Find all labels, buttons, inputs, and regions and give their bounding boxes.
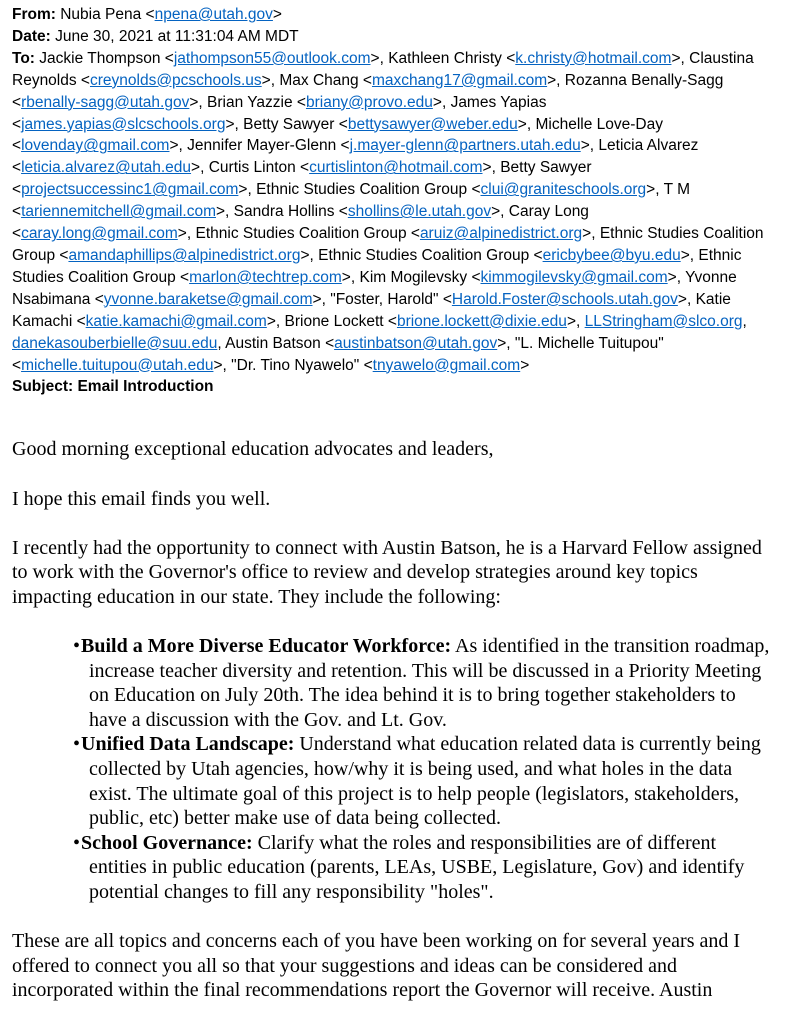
topic-description: As identified in the transition roadmap, increase teacher diversity and retention. This will be discussed in a Priority Meeting on Education on July 20th. The idea behind it is to bring together stakeholders to have a discussion with the Gov. and Lt. Gov. [89, 635, 770, 731]
recipient: Jackie Thompson <jathompson55@outlook.com>, [39, 49, 384, 67]
bullet-icon: • [73, 733, 81, 756]
recipient: T M <tariennemitchell@gmail.com>, [12, 181, 690, 221]
recipient-name: Katie Kamachi [12, 290, 731, 330]
topic-title: Build a More Diverse Educator Workforce: [81, 635, 452, 658]
recipient-name: James Yapias [450, 93, 547, 111]
recipient: Claustina Reynolds <creynolds@pcschools.us>, [12, 49, 754, 89]
paragraph-2: I recently had the opportunity to connect with Austin Batson, he is a Harvard Fellow assigned to work with the Governor's office to review and develop strategies around key topics impacting education in our state. They include the following: [12, 536, 762, 608]
recipient: Brian Yazzie <briany@provo.edu>, [207, 93, 447, 111]
recipient-email-link[interactable]: projectsuccessinc1@gmail.com [21, 181, 239, 199]
topic-description: Understand what education related data is currently being collected by Utah agencies, how/why it is being used, and what holes in the data exist. The ultimate goal of this project is to help people (legislators, stakeholders, public, etc) better make use of data being collected. [89, 733, 761, 830]
recipient-email-link[interactable]: briany@provo.edu [305, 93, 433, 111]
paragraph-1: I hope this email finds you well. [12, 487, 271, 510]
recipient-name: Claustina Reynolds [12, 49, 754, 89]
email-document [12, 4, 772, 1028]
topic-description: Clarify what the roles and responsibilities are of different entities in public education (parents, LEAs, USBE, Legislature, Gov) and identify potential changes to fill any responsibility "holes". [89, 831, 745, 903]
recipient-name: Ethnic Studies Coalition Group [12, 225, 764, 264]
recipient-email-link[interactable]: LLStringham@slco.org [584, 312, 743, 330]
recipient-email-link[interactable]: kimmogilevsky@gmail.com [480, 268, 668, 286]
recipient-name: "Foster, Harold" [330, 290, 439, 308]
recipient-name: Rozanna Benally-Sagg [564, 71, 724, 89]
recipient-name: T M [663, 181, 690, 199]
recipient-name: Leticia Alvarez [598, 137, 699, 155]
recipient-name: Brian Yazzie [207, 93, 293, 111]
recipient-email-link[interactable]: clui@graniteschools.org [480, 181, 647, 199]
recipient: Katie Kamachi <katie.kamachi@gmail.com>, [12, 290, 731, 330]
recipient: Yvonne Nsabimana <yvonne.baraketse@gmail.com>, [12, 268, 737, 308]
recipient: Ethnic Studies Coalition Group <aruiz@alpinedistrict.org>, [195, 225, 596, 243]
recipient: "Dr. Tino Nyawelo" <tnyawelo@gmail.com> [231, 356, 530, 374]
recipient-email-link[interactable]: curtislinton@hotmail.com [309, 159, 483, 177]
recipient-email-link[interactable]: leticia.alvarez@utah.edu [21, 159, 192, 177]
recipient: "L. Michelle Tuitupou" <michelle.tuitupou@utah.edu>, [12, 334, 664, 374]
recipient-email-link[interactable]: brione.lockett@dixie.edu [396, 312, 567, 330]
recipient-email-link[interactable]: tariennemitchell@gmail.com [21, 203, 216, 221]
recipient: "Foster, Harold" <Harold.Foster@schools.utah.gov>, [330, 290, 692, 308]
recipient-name: Michelle Love-Day [535, 115, 663, 133]
recipient: Betty Sawyer <bettysawyer@weber.edu>, [243, 115, 532, 133]
recipient-name: Yvonne Nsabimana [12, 268, 737, 308]
recipient-email-link[interactable]: tnyawelo@gmail.com [372, 356, 521, 374]
recipient-name: Jackie Thompson [39, 49, 161, 67]
recipient-name: "L. Michelle Tuitupou" [514, 334, 664, 352]
to-label: To: [12, 49, 35, 67]
recipient: LLStringham@slco.org, [584, 312, 747, 330]
email-body [12, 437, 772, 1003]
topic-title: Unified Data Landscape: [81, 733, 295, 756]
recipient-email-link[interactable]: Harold.Foster@schools.utah.gov [451, 290, 678, 308]
recipient: Michelle Love-Day <lovenday@gmail.com>, [12, 115, 663, 155]
recipient-email-link[interactable]: katie.kamachi@gmail.com [85, 312, 267, 330]
recipient-name: Betty Sawyer [243, 115, 335, 133]
recipient-email-link[interactable]: maxchang17@gmail.com [371, 71, 548, 89]
subject-label: Subject: [12, 378, 74, 396]
recipient-email-link[interactable]: shollins@le.utah.gov [347, 203, 492, 221]
from-email-link[interactable]: npena@utah.gov [154, 6, 273, 23]
recipient: Caray Long <caray.long@gmail.com>, [12, 203, 589, 243]
recipient: Curtis Linton <curtislinton@hotmail.com>, [208, 159, 496, 177]
recipient: Ethnic Studies Coalition Group <amandaphillips@alpinedistrict.org>, [12, 225, 764, 264]
recipient: Austin Batson <austinbatson@utah.gov>, [225, 334, 511, 352]
recipient-name: Brione Lockett [284, 312, 384, 330]
recipient-name: Ethnic Studies Coalition Group [318, 246, 530, 264]
recipient-email-link[interactable]: jathompson55@outlook.com [173, 49, 371, 67]
recipient: Ethnic Studies Coalition Group <marlon@techtrep.com>, [12, 246, 742, 286]
recipient-email-link[interactable]: danekasouberbielle@suu.edu [12, 334, 218, 352]
recipient-email-link[interactable]: michelle.tuitupou@utah.edu [21, 356, 214, 374]
recipient-email-link[interactable]: bettysawyer@weber.edu [347, 115, 518, 133]
recipient-email-link[interactable]: j.mayer-glenn@partners.utah.edu [349, 137, 581, 155]
recipient-email-link[interactable]: caray.long@gmail.com [21, 225, 178, 243]
recipient: Rozanna Benally-Sagg <rbenally-sagg@utah.gov>, [12, 71, 724, 111]
recipient-name: Betty Sawyer [500, 159, 592, 177]
recipient-email-link[interactable]: james.yapias@slcschools.org [21, 115, 226, 133]
recipient-name: "Dr. Tino Nyawelo" [231, 356, 360, 374]
topic-item [12, 634, 772, 732]
date-label: Date: [12, 27, 51, 45]
recipient-email-link[interactable]: rbenally-sagg@utah.gov [21, 93, 190, 111]
recipient-name: Sandra Hollins [233, 203, 335, 221]
recipient-name: Kathleen Christy [388, 49, 502, 67]
recipient: Ethnic Studies Coalition Group <ericbybee@byu.edu>, [318, 246, 695, 264]
recipient: Sandra Hollins <shollins@le.utah.gov>, [233, 203, 505, 221]
subject-value: Email Introduction [77, 378, 214, 396]
recipient-email-link[interactable]: lovenday@gmail.com [21, 137, 170, 155]
recipient-email-link[interactable]: k.christy@hotmail.com [515, 49, 672, 67]
recipient-email-link[interactable]: ericbybee@byu.edu [542, 246, 681, 264]
recipient-email-link[interactable]: amandaphillips@alpinedistrict.org [68, 246, 301, 264]
recipient-name: Ethnic Studies Coalition Group [256, 181, 468, 199]
paragraph-3: These are all topics and concerns each of you have been working on for several years and I offered to connect you all so that your suggestions and ideas can be considered and incorporated within the final recommendations report the Governor will receive. Austin [12, 930, 741, 1002]
from-end: > [272, 6, 282, 23]
from-line [12, 4, 772, 26]
recipient: Jennifer Mayer-Glenn <j.mayer-glenn@partners.utah.edu>, [187, 137, 595, 155]
topic-title: School Governance: [81, 831, 253, 854]
recipient-email-link[interactable]: yvonne.baraketse@gmail.com [103, 290, 313, 308]
topic-item [12, 831, 772, 905]
recipient: Betty Sawyer <projectsuccessinc1@gmail.com>, [12, 159, 592, 199]
recipient-name: Curtis Linton [208, 159, 296, 177]
recipient-email-link[interactable]: marlon@techtrep.com [189, 268, 342, 286]
recipient-name: Ethnic Studies Coalition Group [12, 246, 742, 286]
subject-line [12, 376, 772, 398]
from-label: From: [12, 6, 56, 23]
recipient: Brione Lockett <brione.lockett@dixie.edu>, [284, 312, 581, 330]
recipient-email-link[interactable]: austinbatson@utah.gov [334, 334, 498, 352]
recipient-name: Caray Long [508, 203, 589, 221]
recipient: Ethnic Studies Coalition Group <clui@graniteschools.org>, [256, 181, 660, 199]
from-name: Nubia Pena < [60, 6, 155, 23]
recipient-email-link[interactable]: aruiz@alpinedistrict.org [419, 225, 583, 243]
recipient: Max Chang <maxchang17@gmail.com>, [279, 71, 561, 89]
recipient-name: Ethnic Studies Coalition Group [195, 225, 407, 243]
bullet-icon: • [73, 635, 81, 658]
recipient-name: Max Chang [279, 71, 359, 89]
to-line [12, 48, 772, 377]
recipient-name: Kim Mogilevsky [359, 268, 468, 286]
bullet-icon: • [73, 831, 81, 854]
recipient-name: Jennifer Mayer-Glenn [187, 137, 337, 155]
recipient: James Yapias <james.yapias@slcschools.org>, [12, 93, 547, 133]
greeting: Good morning exceptional education advocates and leaders, [12, 438, 494, 461]
recipient-name: Austin Batson [225, 334, 321, 352]
recipient: Kathleen Christy <k.christy@hotmail.com>, [388, 49, 685, 67]
topic-list [12, 634, 772, 905]
topic-item [12, 732, 772, 830]
recipient: Kim Mogilevsky <kimmogilevsky@gmail.com>, [359, 268, 682, 286]
date-value: June 30, 2021 at 11:31:04 AM MDT [55, 27, 299, 45]
recipient: Leticia Alvarez <leticia.alvarez@utah.edu>, [12, 137, 699, 177]
date-line [12, 26, 772, 48]
recipient-email-link[interactable]: creynolds@pcschools.us [89, 71, 262, 89]
recipient: danekasouberbielle@suu.edu, [12, 334, 222, 352]
email-header [12, 4, 772, 398]
